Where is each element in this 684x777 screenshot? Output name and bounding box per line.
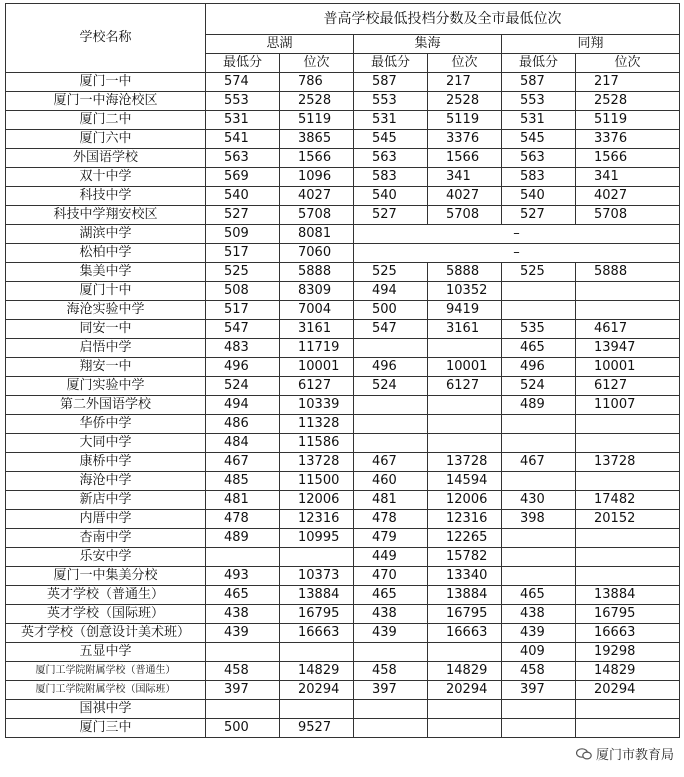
min-score-cell: 547 (206, 320, 280, 339)
table-row (6, 624, 680, 643)
rank-cell: 5119 (576, 111, 680, 130)
min-score-cell (354, 719, 428, 738)
min-score-cell: 460 (354, 472, 428, 491)
min-score-cell (502, 472, 576, 491)
rank-cell (428, 339, 502, 358)
table-row (6, 377, 680, 396)
min-score-cell: 489 (502, 396, 576, 415)
min-score-cell: 509 (206, 225, 280, 244)
min-score-cell: 484 (206, 434, 280, 453)
min-score-cell: 517 (206, 301, 280, 320)
table-row (6, 643, 680, 662)
rank-cell: 15782 (428, 548, 502, 567)
school-name-cell: 双十中学 (6, 168, 206, 187)
min-score-cell (354, 396, 428, 415)
rank-cell: 2528 (280, 92, 354, 111)
table-row (6, 244, 680, 263)
school-name-cell: 英才学校（普通生） (6, 586, 206, 605)
min-score-cell: 587 (354, 73, 428, 92)
min-score-cell: 465 (354, 586, 428, 605)
min-score-cell: 397 (354, 681, 428, 700)
rank-cell: 20294 (428, 681, 502, 700)
table-row (6, 396, 680, 415)
min-score-cell (206, 548, 280, 567)
school-name-cell: 乐安中学 (6, 548, 206, 567)
table-row (6, 472, 680, 491)
min-score-cell: 540 (502, 187, 576, 206)
rank-cell: 217 (576, 73, 680, 92)
min-score-cell: 563 (502, 149, 576, 168)
rank-cell: 2528 (428, 92, 502, 111)
rank-cell: 6127 (576, 377, 680, 396)
min-score-cell: 531 (502, 111, 576, 130)
rank-cell (576, 548, 680, 567)
min-score-cell: 508 (206, 282, 280, 301)
rank-cell (576, 700, 680, 719)
min-score-cell: 483 (206, 339, 280, 358)
table-row (6, 510, 680, 529)
rank-cell (428, 434, 502, 453)
table-title: 普高学校最低投档分数及全市最低位次 (206, 4, 680, 35)
min-score-cell: 569 (206, 168, 280, 187)
school-name-cell: 厦门六中 (6, 130, 206, 149)
rank-cell: 10001 (428, 358, 502, 377)
min-score-cell (354, 415, 428, 434)
school-name-cell: 湖滨中学 (6, 225, 206, 244)
rank-cell: 16795 (428, 605, 502, 624)
school-name-cell: 科技中学 (6, 187, 206, 206)
min-score-cell: 517 (206, 244, 280, 263)
rank-cell: 12316 (428, 510, 502, 529)
rank-cell: 1566 (576, 149, 680, 168)
school-name-cell: 厦门三中 (6, 719, 206, 738)
rank-cell: 14594 (428, 472, 502, 491)
min-score-cell (354, 700, 428, 719)
min-score-cell: 545 (502, 130, 576, 149)
rank-cell: 10001 (576, 358, 680, 377)
rank-cell: 5708 (428, 206, 502, 225)
min-score-cell: 563 (206, 149, 280, 168)
table-row (6, 168, 680, 187)
rank-cell: 10352 (428, 282, 502, 301)
rank-cell: 10995 (280, 529, 354, 548)
min-score-cell: 553 (206, 92, 280, 111)
rank-cell: 2528 (576, 92, 680, 111)
min-score-cell (502, 301, 576, 320)
rank-cell (428, 700, 502, 719)
min-score-cell: 553 (502, 92, 576, 111)
min-score-cell (502, 548, 576, 567)
rank-cell: 4617 (576, 320, 680, 339)
min-score-cell: 478 (206, 510, 280, 529)
min-score-cell: 486 (206, 415, 280, 434)
school-name-cell: 英才学校（国际班） (6, 605, 206, 624)
min-score-cell: 493 (206, 567, 280, 586)
school-name-cell: 厦门一中海沧校区 (6, 92, 206, 111)
school-name-cell: 海沧中学 (6, 472, 206, 491)
rank-cell: 10001 (280, 358, 354, 377)
rank-cell: 3865 (280, 130, 354, 149)
rank-cell (428, 396, 502, 415)
school-name-cell: 英才学校（创意设计美术班） (6, 624, 206, 643)
rank-cell: 12006 (280, 491, 354, 510)
min-score-cell: 525 (502, 263, 576, 282)
min-score-cell (354, 339, 428, 358)
rank-cell: 11719 (280, 339, 354, 358)
rank-cell: 3161 (428, 320, 502, 339)
school-name-cell: 新店中学 (6, 491, 206, 510)
min-score-cell: 553 (354, 92, 428, 111)
rank-cell (280, 548, 354, 567)
school-name-cell: 康桥中学 (6, 453, 206, 472)
min-score-cell: 524 (502, 377, 576, 396)
rank-cell: 8081 (280, 225, 354, 244)
min-score-cell: 458 (206, 662, 280, 681)
rank-cell: 17482 (576, 491, 680, 510)
min-score-cell: 439 (502, 624, 576, 643)
min-score-cell: 524 (354, 377, 428, 396)
school-name-cell: 国祺中学 (6, 700, 206, 719)
table-row (6, 92, 680, 111)
school-name-cell: 厦门工学院附属学校（普通生） (6, 662, 206, 681)
min-score-cell: 465 (502, 339, 576, 358)
min-score-header: 最低分 (354, 54, 428, 73)
school-name-cell: 内厝中学 (6, 510, 206, 529)
rank-cell: 5888 (280, 263, 354, 282)
rank-cell: 1566 (428, 149, 502, 168)
rank-cell: 13728 (428, 453, 502, 472)
rank-cell: 3161 (280, 320, 354, 339)
header-row-1 (6, 4, 680, 35)
rank-cell: 16663 (576, 624, 680, 643)
min-score-cell: 531 (354, 111, 428, 130)
rank-cell: 20294 (576, 681, 680, 700)
min-score-cell: 545 (354, 130, 428, 149)
min-score-cell (502, 434, 576, 453)
min-score-cell: 479 (354, 529, 428, 548)
min-score-cell: 531 (206, 111, 280, 130)
min-score-cell: 467 (354, 453, 428, 472)
rank-cell: 217 (428, 73, 502, 92)
rank-cell: 4027 (428, 187, 502, 206)
min-score-cell: 438 (354, 605, 428, 624)
min-score-cell: 496 (354, 358, 428, 377)
min-score-cell (206, 700, 280, 719)
min-score-cell: 540 (206, 187, 280, 206)
rank-cell: 1566 (280, 149, 354, 168)
rank-cell (576, 301, 680, 320)
rank-cell: 10339 (280, 396, 354, 415)
rank-cell: 11328 (280, 415, 354, 434)
min-score-cell: 527 (502, 206, 576, 225)
rank-cell (280, 643, 354, 662)
school-name-cell: 厦门实验中学 (6, 377, 206, 396)
rank-cell: 12006 (428, 491, 502, 510)
min-score-cell: 500 (354, 301, 428, 320)
score-table (5, 3, 680, 738)
district-header: 同翔 (502, 35, 680, 54)
min-score-cell: 438 (206, 605, 280, 624)
rank-cell: 13947 (576, 339, 680, 358)
min-score-cell: 397 (206, 681, 280, 700)
table-row (6, 434, 680, 453)
rank-cell: 14829 (576, 662, 680, 681)
rank-cell: 14829 (280, 662, 354, 681)
rank-cell: 6127 (428, 377, 502, 396)
school-name-cell: 大同中学 (6, 434, 206, 453)
min-score-cell (502, 719, 576, 738)
rank-cell: 7060 (280, 244, 354, 263)
school-name-cell: 第二外国语学校 (6, 396, 206, 415)
min-score-cell: 527 (354, 206, 428, 225)
min-score-cell (502, 567, 576, 586)
min-score-cell: 458 (354, 662, 428, 681)
school-name-cell: 厦门一中集美分校 (6, 567, 206, 586)
rank-cell: 3376 (576, 130, 680, 149)
table-row (6, 453, 680, 472)
school-name-cell: 外国语学校 (6, 149, 206, 168)
rank-cell: 341 (576, 168, 680, 187)
watermark (574, 744, 676, 763)
min-score-cell: 563 (354, 149, 428, 168)
rank-cell: 14829 (428, 662, 502, 681)
table-row (6, 358, 680, 377)
rank-cell (576, 282, 680, 301)
rank-cell: 19298 (576, 643, 680, 662)
min-score-cell: 496 (502, 358, 576, 377)
rank-cell: 6127 (280, 377, 354, 396)
school-name-cell: 同安一中 (6, 320, 206, 339)
rank-cell: 16663 (428, 624, 502, 643)
min-score-cell (502, 700, 576, 719)
min-score-cell: 583 (354, 168, 428, 187)
min-score-cell: 524 (206, 377, 280, 396)
school-name-cell: 华侨中学 (6, 415, 206, 434)
rank-header: 位次 (428, 54, 502, 73)
table-row (6, 567, 680, 586)
min-score-cell: 525 (206, 263, 280, 282)
rank-cell: 8309 (280, 282, 354, 301)
school-name-cell: 厦门十中 (6, 282, 206, 301)
table-row (6, 681, 680, 700)
rank-cell: 5888 (576, 263, 680, 282)
rank-cell: 4027 (280, 187, 354, 206)
table-row (6, 491, 680, 510)
min-score-cell: 478 (354, 510, 428, 529)
school-name-cell: 杏南中学 (6, 529, 206, 548)
min-score-cell: 547 (354, 320, 428, 339)
min-score-cell: 540 (354, 187, 428, 206)
table-row (6, 282, 680, 301)
table-row (6, 111, 680, 130)
district-header: 思湖 (206, 35, 354, 54)
table-row (6, 130, 680, 149)
min-score-cell: 465 (502, 586, 576, 605)
rank-cell: 20152 (576, 510, 680, 529)
table-row (6, 73, 680, 92)
rank-cell (576, 434, 680, 453)
min-score-cell: 398 (502, 510, 576, 529)
min-score-cell: 583 (502, 168, 576, 187)
school-name-cell: 科技中学翔安校区 (6, 206, 206, 225)
rank-cell: 13340 (428, 567, 502, 586)
rank-header: 位次 (576, 54, 680, 73)
table-row (6, 548, 680, 567)
school-name-cell: 厦门二中 (6, 111, 206, 130)
table-row (6, 339, 680, 358)
rank-cell: 12316 (280, 510, 354, 529)
watermark-text: 厦门市教育局 (595, 748, 674, 763)
min-score-cell (502, 529, 576, 548)
rank-cell: 9527 (280, 719, 354, 738)
min-score-cell: 481 (354, 491, 428, 510)
min-score-header: 最低分 (502, 54, 576, 73)
table-row (6, 206, 680, 225)
min-score-cell: 481 (206, 491, 280, 510)
min-score-cell: 574 (206, 73, 280, 92)
min-score-cell: 485 (206, 472, 280, 491)
school-name-cell: 厦门工学院附属学校（国际班） (6, 681, 206, 700)
min-score-cell: 430 (502, 491, 576, 510)
min-score-cell: 527 (206, 206, 280, 225)
rank-cell: 7004 (280, 301, 354, 320)
min-score-cell: 494 (206, 396, 280, 415)
table-row (6, 187, 680, 206)
min-score-cell: 467 (502, 453, 576, 472)
min-score-cell: 500 (206, 719, 280, 738)
rank-cell: 786 (280, 73, 354, 92)
rank-cell: 11586 (280, 434, 354, 453)
rank-cell: 5119 (428, 111, 502, 130)
rank-cell (428, 415, 502, 434)
min-score-cell (354, 643, 428, 662)
min-score-cell: 535 (502, 320, 576, 339)
min-score-cell: 397 (502, 681, 576, 700)
rank-cell: 5888 (428, 263, 502, 282)
min-score-header: 最低分 (206, 54, 280, 73)
rank-cell: 4027 (576, 187, 680, 206)
table-row (6, 301, 680, 320)
table-row (6, 415, 680, 434)
min-score-cell: 525 (354, 263, 428, 282)
school-name-cell: 五显中学 (6, 643, 206, 662)
min-score-cell (354, 434, 428, 453)
rank-cell (428, 643, 502, 662)
table-row (6, 719, 680, 738)
district-header: 集海 (354, 35, 502, 54)
merged-dash-cell: – (354, 244, 680, 263)
min-score-cell: 494 (354, 282, 428, 301)
table-row (6, 662, 680, 681)
rank-cell: 341 (428, 168, 502, 187)
school-name-cell: 海沧实验中学 (6, 301, 206, 320)
school-name-cell: 翔安一中 (6, 358, 206, 377)
rank-cell: 5708 (576, 206, 680, 225)
rank-cell: 16795 (280, 605, 354, 624)
rank-cell: 20294 (280, 681, 354, 700)
table-row (6, 225, 680, 244)
rank-cell: 13884 (576, 586, 680, 605)
rank-cell (280, 700, 354, 719)
school-name-cell: 松柏中学 (6, 244, 206, 263)
school-name-cell: 启悟中学 (6, 339, 206, 358)
rank-cell (428, 719, 502, 738)
rank-cell: 9419 (428, 301, 502, 320)
min-score-cell: 465 (206, 586, 280, 605)
table-row (6, 586, 680, 605)
rank-cell: 13884 (428, 586, 502, 605)
rank-cell: 16795 (576, 605, 680, 624)
min-score-cell (206, 643, 280, 662)
rank-cell (576, 719, 680, 738)
min-score-cell: 489 (206, 529, 280, 548)
min-score-cell: 470 (354, 567, 428, 586)
min-score-cell: 496 (206, 358, 280, 377)
table-row (6, 149, 680, 168)
table-row (6, 605, 680, 624)
rank-cell (576, 567, 680, 586)
rank-header: 位次 (280, 54, 354, 73)
table-row (6, 529, 680, 548)
rank-cell: 5119 (280, 111, 354, 130)
rank-cell: 11500 (280, 472, 354, 491)
rank-cell: 5708 (280, 206, 354, 225)
rank-cell: 3376 (428, 130, 502, 149)
min-score-cell: 467 (206, 453, 280, 472)
min-score-cell: 458 (502, 662, 576, 681)
min-score-cell: 587 (502, 73, 576, 92)
min-score-cell: 438 (502, 605, 576, 624)
rank-cell: 13884 (280, 586, 354, 605)
rank-cell (576, 415, 680, 434)
wechat-icon (576, 748, 592, 760)
merged-dash-cell: – (354, 225, 680, 244)
rank-cell (576, 529, 680, 548)
min-score-cell: 439 (354, 624, 428, 643)
min-score-cell: 439 (206, 624, 280, 643)
min-score-cell (502, 282, 576, 301)
school-name-cell: 厦门一中 (6, 73, 206, 92)
min-score-cell (502, 415, 576, 434)
rank-cell: 13728 (576, 453, 680, 472)
rank-cell: 12265 (428, 529, 502, 548)
school-name-cell: 集美中学 (6, 263, 206, 282)
table-row (6, 320, 680, 339)
min-score-cell: 409 (502, 643, 576, 662)
min-score-cell: 449 (354, 548, 428, 567)
school-name-header: 学校名称 (6, 4, 206, 73)
rank-cell (576, 472, 680, 491)
rank-cell: 16663 (280, 624, 354, 643)
table-row (6, 263, 680, 282)
min-score-cell: 541 (206, 130, 280, 149)
rank-cell: 10373 (280, 567, 354, 586)
table-row (6, 700, 680, 719)
rank-cell: 11007 (576, 396, 680, 415)
rank-cell: 1096 (280, 168, 354, 187)
rank-cell: 13728 (280, 453, 354, 472)
